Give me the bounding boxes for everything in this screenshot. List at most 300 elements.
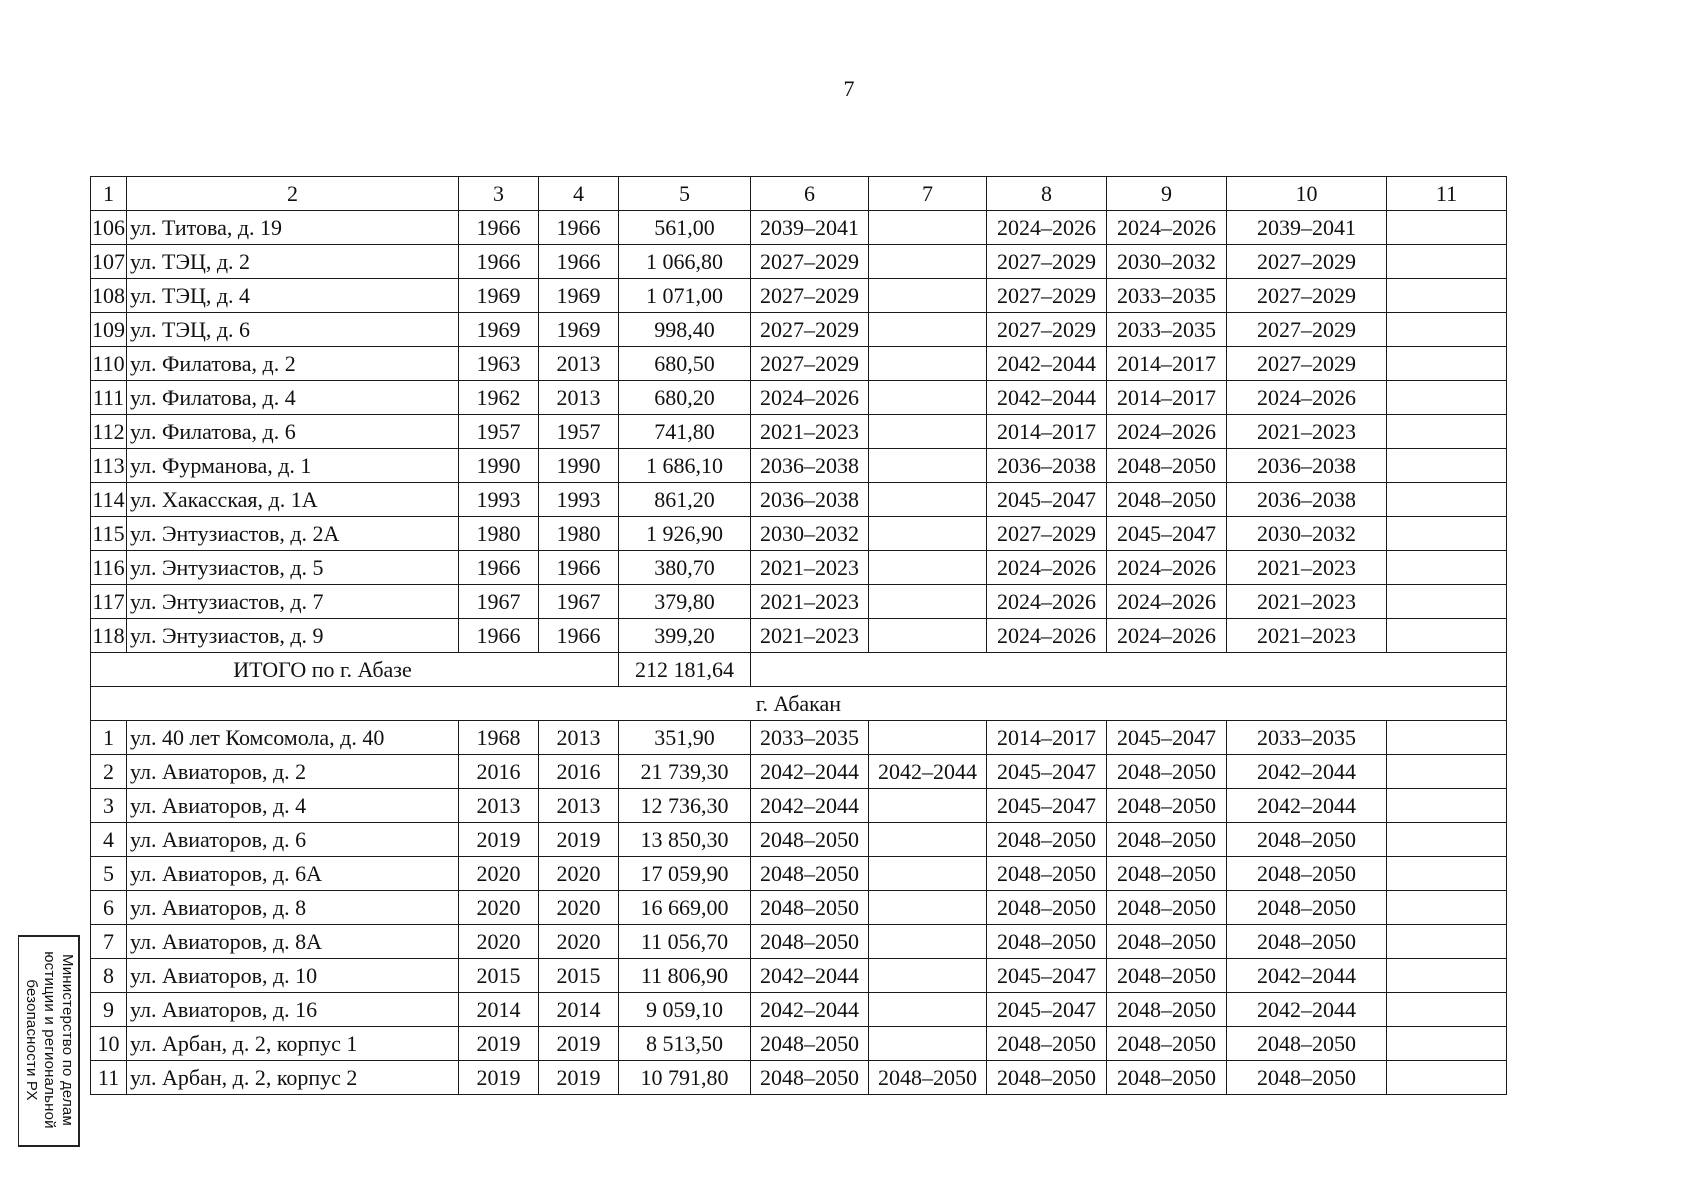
table-row bbox=[91, 585, 1507, 619]
value-cell: 561,00 bbox=[619, 211, 751, 245]
value-cell: 2020 bbox=[459, 925, 539, 959]
value-cell: 2020 bbox=[539, 857, 619, 891]
address-cell: ул. Авиаторов, д. 4 bbox=[127, 789, 459, 823]
address-cell: ул. Авиаторов, д. 8А bbox=[127, 925, 459, 959]
value-cell bbox=[1387, 823, 1507, 857]
value-cell: 2027–2029 bbox=[987, 245, 1107, 279]
column-number-header: 8 bbox=[987, 177, 1107, 211]
value-cell bbox=[869, 1027, 987, 1061]
value-cell: 2027–2029 bbox=[1227, 313, 1387, 347]
value-cell: 1963 bbox=[459, 347, 539, 381]
row-number-cell: 5 bbox=[91, 857, 127, 891]
value-cell: 2024–2026 bbox=[987, 619, 1107, 653]
value-cell bbox=[1387, 415, 1507, 449]
value-cell: 2042–2044 bbox=[1227, 993, 1387, 1027]
value-cell: 2048–2050 bbox=[1107, 449, 1227, 483]
value-cell: 680,20 bbox=[619, 381, 751, 415]
row-number-cell: 7 bbox=[91, 925, 127, 959]
stamp-line: юстиции и региональной bbox=[40, 951, 58, 1129]
table-row bbox=[91, 415, 1507, 449]
value-cell: 2048–2050 bbox=[1107, 1061, 1227, 1095]
value-cell: 1969 bbox=[539, 313, 619, 347]
value-cell bbox=[1387, 857, 1507, 891]
table-body bbox=[91, 177, 1507, 1095]
value-cell: 1980 bbox=[459, 517, 539, 551]
value-cell: 2048–2050 bbox=[1227, 891, 1387, 925]
value-cell: 2042–2044 bbox=[987, 381, 1107, 415]
value-cell: 1 066,80 bbox=[619, 245, 751, 279]
value-cell: 2048–2050 bbox=[1107, 483, 1227, 517]
ministry-stamp bbox=[18, 935, 80, 1147]
value-cell: 1966 bbox=[539, 619, 619, 653]
value-cell: 2045–2047 bbox=[987, 993, 1107, 1027]
value-cell: 1980 bbox=[539, 517, 619, 551]
row-number-cell: 11 bbox=[91, 1061, 127, 1095]
value-cell: 16 669,00 bbox=[619, 891, 751, 925]
value-cell: 2019 bbox=[539, 1061, 619, 1095]
table-row bbox=[91, 347, 1507, 381]
column-number-header: 7 bbox=[869, 177, 987, 211]
value-cell: 2048–2050 bbox=[987, 823, 1107, 857]
value-cell: 2042–2044 bbox=[751, 755, 869, 789]
value-cell bbox=[1387, 313, 1507, 347]
table-row bbox=[91, 211, 1507, 245]
value-cell: 2020 bbox=[539, 891, 619, 925]
value-cell: 9 059,10 bbox=[619, 993, 751, 1027]
value-cell: 2045–2047 bbox=[987, 483, 1107, 517]
value-cell: 2045–2047 bbox=[987, 959, 1107, 993]
value-cell: 2045–2047 bbox=[1107, 517, 1227, 551]
value-cell: 2027–2029 bbox=[987, 517, 1107, 551]
value-cell: 2013 bbox=[539, 721, 619, 755]
value-cell: 1966 bbox=[459, 551, 539, 585]
row-number-cell: 110 bbox=[91, 347, 127, 381]
value-cell: 2048–2050 bbox=[1227, 1027, 1387, 1061]
row-number-cell: 10 bbox=[91, 1027, 127, 1061]
row-number-cell: 6 bbox=[91, 891, 127, 925]
value-cell: 2021–2023 bbox=[751, 585, 869, 619]
value-cell: 11 056,70 bbox=[619, 925, 751, 959]
section-title-cell: г. Абакан bbox=[91, 687, 1507, 721]
value-cell bbox=[869, 993, 987, 1027]
value-cell bbox=[1387, 891, 1507, 925]
value-cell: 2024–2026 bbox=[987, 551, 1107, 585]
row-number-cell: 117 bbox=[91, 585, 127, 619]
value-cell: 1966 bbox=[459, 211, 539, 245]
value-cell: 2021–2023 bbox=[1227, 585, 1387, 619]
value-cell: 2048–2050 bbox=[751, 925, 869, 959]
value-cell: 861,20 bbox=[619, 483, 751, 517]
value-cell: 2027–2029 bbox=[987, 279, 1107, 313]
value-cell: 2048–2050 bbox=[1227, 1061, 1387, 1095]
value-cell: 2014–2017 bbox=[987, 415, 1107, 449]
value-cell: 2039–2041 bbox=[751, 211, 869, 245]
row-number-cell: 116 bbox=[91, 551, 127, 585]
value-cell: 2042–2044 bbox=[751, 993, 869, 1027]
value-cell bbox=[1387, 347, 1507, 381]
value-cell: 2021–2023 bbox=[1227, 415, 1387, 449]
address-cell: ул. Филатова, д. 2 bbox=[127, 347, 459, 381]
column-number-header: 5 bbox=[619, 177, 751, 211]
value-cell: 2033–2035 bbox=[751, 721, 869, 755]
value-cell: 2048–2050 bbox=[1107, 993, 1227, 1027]
address-cell: ул. Авиаторов, д. 6 bbox=[127, 823, 459, 857]
value-cell: 2048–2050 bbox=[987, 1061, 1107, 1095]
value-cell: 2048–2050 bbox=[751, 857, 869, 891]
total-label: ИТОГО по г. Абазе bbox=[233, 656, 412, 682]
address-cell: ул. ТЭЦ, д. 2 bbox=[127, 245, 459, 279]
value-cell: 2019 bbox=[459, 1027, 539, 1061]
value-cell bbox=[869, 925, 987, 959]
value-cell: 2013 bbox=[539, 789, 619, 823]
value-cell: 2042–2044 bbox=[987, 347, 1107, 381]
value-cell bbox=[869, 619, 987, 653]
table-row bbox=[91, 1061, 1507, 1095]
value-cell: 1969 bbox=[539, 279, 619, 313]
total-label-cell bbox=[91, 653, 619, 687]
value-cell: 2048–2050 bbox=[987, 891, 1107, 925]
value-cell: 2019 bbox=[459, 1061, 539, 1095]
value-cell: 1969 bbox=[459, 313, 539, 347]
value-cell: 2048–2050 bbox=[751, 823, 869, 857]
table-row bbox=[91, 551, 1507, 585]
value-cell bbox=[1387, 721, 1507, 755]
table-row bbox=[91, 449, 1507, 483]
value-cell bbox=[869, 551, 987, 585]
value-cell bbox=[869, 959, 987, 993]
value-cell bbox=[1387, 245, 1507, 279]
value-cell bbox=[869, 823, 987, 857]
value-cell: 2033–2035 bbox=[1107, 279, 1227, 313]
table-row bbox=[91, 959, 1507, 993]
value-cell: 2039–2041 bbox=[1227, 211, 1387, 245]
value-cell: 1990 bbox=[459, 449, 539, 483]
value-cell: 2048–2050 bbox=[1107, 789, 1227, 823]
value-cell: 1967 bbox=[459, 585, 539, 619]
address-cell: ул. Фурманова, д. 1 bbox=[127, 449, 459, 483]
value-cell: 2042–2044 bbox=[751, 959, 869, 993]
value-cell: 2030–2032 bbox=[751, 517, 869, 551]
value-cell: 379,80 bbox=[619, 585, 751, 619]
value-cell bbox=[869, 245, 987, 279]
value-cell: 2014–2017 bbox=[1107, 347, 1227, 381]
value-cell: 2014 bbox=[459, 993, 539, 1027]
row-number-cell: 2 bbox=[91, 755, 127, 789]
value-cell: 2024–2026 bbox=[987, 211, 1107, 245]
stamp-line: Министерство по делам bbox=[58, 954, 76, 1126]
value-cell bbox=[1387, 483, 1507, 517]
value-cell: 2021–2023 bbox=[1227, 619, 1387, 653]
table-row bbox=[91, 789, 1507, 823]
value-cell: 2036–2038 bbox=[1227, 449, 1387, 483]
address-cell: ул. Титова, д. 19 bbox=[127, 211, 459, 245]
value-cell: 2024–2026 bbox=[1227, 381, 1387, 415]
value-cell: 2048–2050 bbox=[1107, 755, 1227, 789]
value-cell: 2024–2026 bbox=[1107, 415, 1227, 449]
address-cell: ул. ТЭЦ, д. 4 bbox=[127, 279, 459, 313]
value-cell bbox=[869, 721, 987, 755]
value-cell: 2020 bbox=[539, 925, 619, 959]
value-cell: 1 686,10 bbox=[619, 449, 751, 483]
value-cell: 2027–2029 bbox=[751, 347, 869, 381]
address-cell: ул. Энтузиастов, д. 7 bbox=[127, 585, 459, 619]
table-row bbox=[91, 891, 1507, 925]
table-row bbox=[91, 857, 1507, 891]
column-number-header: 6 bbox=[751, 177, 869, 211]
value-cell: 2048–2050 bbox=[987, 857, 1107, 891]
value-cell: 2048–2050 bbox=[751, 1061, 869, 1095]
value-cell bbox=[869, 313, 987, 347]
value-cell: 12 736,30 bbox=[619, 789, 751, 823]
value-cell: 2048–2050 bbox=[987, 1027, 1107, 1061]
value-cell: 1968 bbox=[459, 721, 539, 755]
value-cell bbox=[1387, 959, 1507, 993]
value-cell: 2024–2026 bbox=[987, 585, 1107, 619]
address-cell: ул. Энтузиастов, д. 5 bbox=[127, 551, 459, 585]
value-cell: 17 059,90 bbox=[619, 857, 751, 891]
row-number-cell: 111 bbox=[91, 381, 127, 415]
table-row bbox=[91, 993, 1507, 1027]
table-row bbox=[91, 721, 1507, 755]
table-row bbox=[91, 517, 1507, 551]
value-cell: 2042–2044 bbox=[1227, 789, 1387, 823]
column-number-header: 9 bbox=[1107, 177, 1227, 211]
value-cell: 2027–2029 bbox=[1227, 279, 1387, 313]
value-cell: 2020 bbox=[459, 857, 539, 891]
value-cell: 2021–2023 bbox=[1227, 551, 1387, 585]
value-cell bbox=[869, 415, 987, 449]
value-cell: 2024–2026 bbox=[751, 381, 869, 415]
value-cell: 13 850,30 bbox=[619, 823, 751, 857]
value-cell: 2015 bbox=[459, 959, 539, 993]
value-cell bbox=[869, 585, 987, 619]
value-cell: 2019 bbox=[539, 823, 619, 857]
value-cell: 2024–2026 bbox=[1107, 619, 1227, 653]
address-cell: ул. Арбан, д. 2, корпус 1 bbox=[127, 1027, 459, 1061]
address-cell: ул. Энтузиастов, д. 9 bbox=[127, 619, 459, 653]
value-cell: 1 926,90 bbox=[619, 517, 751, 551]
value-cell: 1966 bbox=[459, 619, 539, 653]
value-cell: 2020 bbox=[459, 891, 539, 925]
section-row bbox=[91, 687, 1507, 721]
value-cell: 2042–2044 bbox=[751, 789, 869, 823]
value-cell: 1966 bbox=[539, 211, 619, 245]
table-row bbox=[91, 313, 1507, 347]
row-number-cell: 108 bbox=[91, 279, 127, 313]
value-cell bbox=[1387, 381, 1507, 415]
address-cell: ул. 40 лет Комсомола, д. 40 bbox=[127, 721, 459, 755]
value-cell: 2042–2044 bbox=[869, 755, 987, 789]
value-cell: 2036–2038 bbox=[987, 449, 1107, 483]
value-cell: 2048–2050 bbox=[1227, 925, 1387, 959]
page-number: 7 bbox=[843, 76, 855, 101]
value-cell: 2024–2026 bbox=[1107, 585, 1227, 619]
value-cell: 2013 bbox=[539, 381, 619, 415]
address-cell: ул. Хакасская, д. 1А bbox=[127, 483, 459, 517]
value-cell bbox=[1387, 789, 1507, 823]
value-cell: 1967 bbox=[539, 585, 619, 619]
value-cell: 2013 bbox=[539, 347, 619, 381]
value-cell: 2027–2029 bbox=[751, 313, 869, 347]
value-cell bbox=[869, 483, 987, 517]
address-cell: ул. Филатова, д. 6 bbox=[127, 415, 459, 449]
value-cell: 2021–2023 bbox=[751, 551, 869, 585]
value-cell bbox=[1387, 585, 1507, 619]
value-cell: 2014–2017 bbox=[987, 721, 1107, 755]
row-number-cell: 1 bbox=[91, 721, 127, 755]
address-cell: ул. ТЭЦ, д. 6 bbox=[127, 313, 459, 347]
row-number-cell: 9 bbox=[91, 993, 127, 1027]
value-cell: 399,20 bbox=[619, 619, 751, 653]
value-cell: 2024–2026 bbox=[1107, 211, 1227, 245]
value-cell bbox=[1387, 449, 1507, 483]
value-cell: 998,40 bbox=[619, 313, 751, 347]
value-cell bbox=[869, 449, 987, 483]
value-cell: 2048–2050 bbox=[751, 891, 869, 925]
row-number-cell: 3 bbox=[91, 789, 127, 823]
row-number-cell: 107 bbox=[91, 245, 127, 279]
value-cell bbox=[1387, 1061, 1507, 1095]
value-cell: 2027–2029 bbox=[751, 279, 869, 313]
value-cell: 1993 bbox=[459, 483, 539, 517]
value-cell: 2033–2035 bbox=[1227, 721, 1387, 755]
value-cell: 2016 bbox=[539, 755, 619, 789]
table-row bbox=[91, 381, 1507, 415]
value-cell: 21 739,30 bbox=[619, 755, 751, 789]
value-cell bbox=[1387, 211, 1507, 245]
column-number-header: 3 bbox=[459, 177, 539, 211]
value-cell: 1957 bbox=[539, 415, 619, 449]
value-cell: 2048–2050 bbox=[751, 1027, 869, 1061]
value-cell: 1969 bbox=[459, 279, 539, 313]
value-cell: 380,70 bbox=[619, 551, 751, 585]
column-number-header: 2 bbox=[127, 177, 459, 211]
value-cell: 2048–2050 bbox=[1107, 857, 1227, 891]
value-cell: 1990 bbox=[539, 449, 619, 483]
column-number-header: 10 bbox=[1227, 177, 1387, 211]
value-cell: 2013 bbox=[459, 789, 539, 823]
value-cell bbox=[869, 857, 987, 891]
row-number-cell: 113 bbox=[91, 449, 127, 483]
value-cell: 2014 bbox=[539, 993, 619, 1027]
table-row bbox=[91, 925, 1507, 959]
table-row bbox=[91, 245, 1507, 279]
value-cell: 2048–2050 bbox=[1227, 823, 1387, 857]
value-cell: 2036–2038 bbox=[751, 483, 869, 517]
row-number-cell: 109 bbox=[91, 313, 127, 347]
value-cell: 2042–2044 bbox=[1227, 755, 1387, 789]
row-number-cell: 114 bbox=[91, 483, 127, 517]
value-cell: 2048–2050 bbox=[1107, 959, 1227, 993]
address-cell: ул. Авиаторов, д. 10 bbox=[127, 959, 459, 993]
value-cell: 1966 bbox=[539, 551, 619, 585]
value-cell bbox=[1387, 1027, 1507, 1061]
value-cell bbox=[869, 381, 987, 415]
table-row bbox=[91, 823, 1507, 857]
address-cell: ул. Авиаторов, д. 16 bbox=[127, 993, 459, 1027]
value-cell: 2030–2032 bbox=[1227, 517, 1387, 551]
value-cell bbox=[869, 517, 987, 551]
value-cell: 351,90 bbox=[619, 721, 751, 755]
value-cell bbox=[1387, 517, 1507, 551]
value-cell: 1957 bbox=[459, 415, 539, 449]
table-row bbox=[91, 279, 1507, 313]
value-cell bbox=[869, 347, 987, 381]
column-number-row bbox=[91, 177, 1507, 211]
empty-cell bbox=[751, 653, 1507, 687]
row-number-cell: 112 bbox=[91, 415, 127, 449]
address-cell: ул. Авиаторов, д. 6А bbox=[127, 857, 459, 891]
value-cell: 2014–2017 bbox=[1107, 381, 1227, 415]
value-cell bbox=[1387, 755, 1507, 789]
value-cell: 2027–2029 bbox=[1227, 347, 1387, 381]
value-cell: 1966 bbox=[459, 245, 539, 279]
value-cell: 2048–2050 bbox=[987, 925, 1107, 959]
value-cell: 2030–2032 bbox=[1107, 245, 1227, 279]
value-cell: 2019 bbox=[459, 823, 539, 857]
value-cell bbox=[1387, 619, 1507, 653]
value-cell: 2036–2038 bbox=[1227, 483, 1387, 517]
value-cell bbox=[1387, 551, 1507, 585]
address-cell: ул. Филатова, д. 4 bbox=[127, 381, 459, 415]
value-cell: 2048–2050 bbox=[1107, 891, 1227, 925]
column-number-header: 1 bbox=[91, 177, 127, 211]
value-cell: 2027–2029 bbox=[987, 313, 1107, 347]
value-cell: 2021–2023 bbox=[751, 415, 869, 449]
value-cell bbox=[869, 789, 987, 823]
column-number-header: 11 bbox=[1387, 177, 1507, 211]
value-cell: 10 791,80 bbox=[619, 1061, 751, 1095]
value-cell bbox=[869, 279, 987, 313]
value-cell: 2045–2047 bbox=[987, 789, 1107, 823]
value-cell: 2048–2050 bbox=[1107, 823, 1227, 857]
address-cell: ул. Энтузиастов, д. 2А bbox=[127, 517, 459, 551]
value-cell: 2033–2035 bbox=[1107, 313, 1227, 347]
row-number-cell: 118 bbox=[91, 619, 127, 653]
value-cell: 2027–2029 bbox=[751, 245, 869, 279]
address-cell: ул. Арбан, д. 2, корпус 2 bbox=[127, 1061, 459, 1095]
value-cell: 680,50 bbox=[619, 347, 751, 381]
value-cell bbox=[1387, 279, 1507, 313]
value-cell: 2048–2050 bbox=[1227, 857, 1387, 891]
value-cell bbox=[1387, 925, 1507, 959]
housing-registry-table bbox=[90, 176, 1507, 1095]
row-number-cell: 106 bbox=[91, 211, 127, 245]
column-number-header: 4 bbox=[539, 177, 619, 211]
value-cell: 1 071,00 bbox=[619, 279, 751, 313]
value-cell: 2027–2029 bbox=[1227, 245, 1387, 279]
table-row bbox=[91, 619, 1507, 653]
value-cell bbox=[869, 211, 987, 245]
value-cell bbox=[1387, 993, 1507, 1027]
value-cell: 741,80 bbox=[619, 415, 751, 449]
total-value-cell: 212 181,64 bbox=[619, 653, 751, 687]
value-cell: 2048–2050 bbox=[1107, 925, 1227, 959]
value-cell: 2015 bbox=[539, 959, 619, 993]
value-cell: 2045–2047 bbox=[1107, 721, 1227, 755]
value-cell: 1993 bbox=[539, 483, 619, 517]
value-cell: 2048–2050 bbox=[1107, 1027, 1227, 1061]
value-cell: 2024–2026 bbox=[1107, 551, 1227, 585]
stamp-line: безопасности РХ bbox=[22, 979, 40, 1101]
value-cell: 11 806,90 bbox=[619, 959, 751, 993]
total-row bbox=[91, 653, 1507, 687]
table-row bbox=[91, 483, 1507, 517]
value-cell: 1962 bbox=[459, 381, 539, 415]
row-number-cell: 115 bbox=[91, 517, 127, 551]
value-cell: 2045–2047 bbox=[987, 755, 1107, 789]
value-cell: 2036–2038 bbox=[751, 449, 869, 483]
